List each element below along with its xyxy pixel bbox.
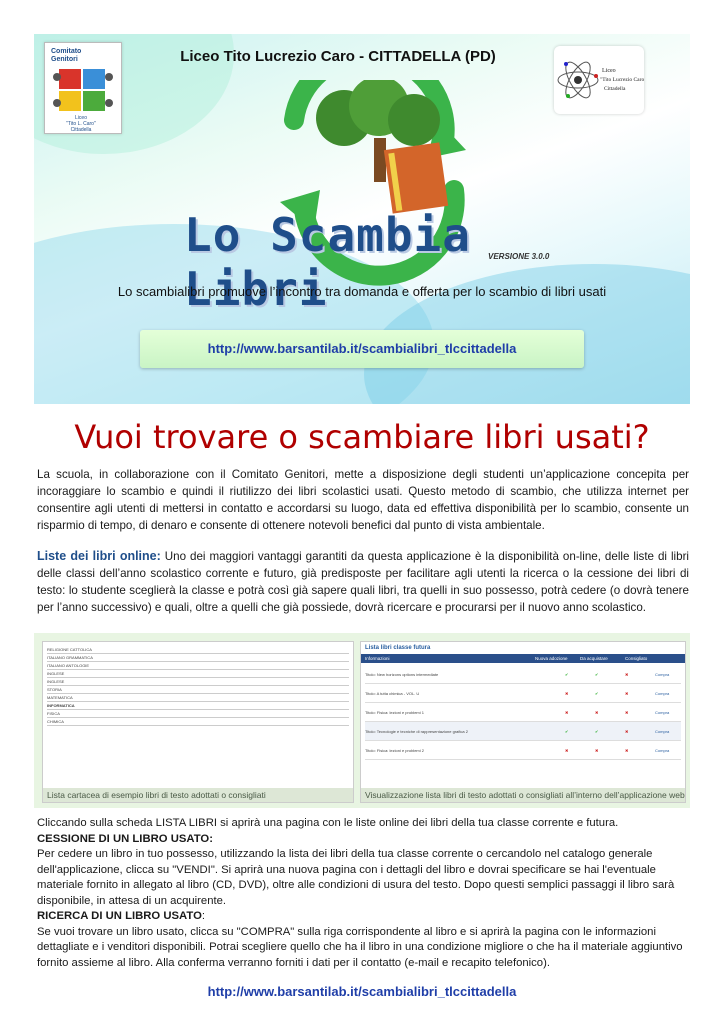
buy-link[interactable]: Compra [655, 709, 670, 715]
main-headline: Vuoi trovare o scambiare libri usati? [74, 418, 650, 456]
web-row: Titolo: Tecnologie e tecniche di rappresentazione grafica 2 ✔ ✔ ✖ Compra [365, 722, 681, 741]
col-new: Nuova adozione [535, 656, 568, 661]
web-list-header: Lista libri classe futura [365, 645, 431, 651]
buy-link[interactable]: Compra [655, 728, 670, 734]
logo-left-line-2: Genitori [51, 56, 78, 63]
paper-row: INGLESE [47, 670, 349, 678]
lists-lead: Liste dei libri online: [37, 549, 161, 563]
liceo-logo [554, 46, 644, 114]
web-row-title: Titolo: Tecnologie e tecniche di rappresentazione grafica 2 [365, 728, 468, 734]
paper-row: INFORMATICA [47, 702, 349, 710]
paper-row: STORIA [47, 686, 349, 694]
paper-row: INGLESE [47, 678, 349, 686]
right-caption: Visualizzazione lista libri di testo adottati o consigliati all’interno dell’applicazione web [361, 788, 685, 802]
comitato-genitori-logo [44, 42, 122, 134]
header-banner [34, 34, 690, 404]
intro-paragraph: La scuola, in collaborazione con il Comitato Genitori, mette a disposizione degli studenti un’applicazione concepita per incoraggiare lo scambio e quindi il riutilizzo dei libri scolastici usati. Questo metodo di scambio, che utilizza internet per consentire agli utenti di mettersi in contatto e accordarsi su luogo, data ed effettiva disponibilità per lo scambio, consente un risparmio di tempo, di denaro e consente di ottenere notevoli benefici dal punto di vista ambientale. [37, 468, 689, 532]
logo-left-line-1: Comitato [51, 48, 82, 55]
col-rec: Consigliato [625, 656, 648, 661]
list-intro: Cliccando sulla scheda LISTA LIBRI si aprirà una pagina con le liste online dei libri della tua classe corrente e futura. [37, 817, 619, 829]
buy-text: Se vuoi trovare un libro usato, clicca su "COMPRA" sulla riga corrispondente al libro e si aprirà la pagina con le informazioni dettagliate e i venditori disponibili. Potrai scegliere quello che ha il libro in una condizione migliore o che ha il materiale aggiuntivo fornito assieme al libro. Alla conferma verranno forniti i dati per il contatto (e-mail e recapito telefonico). [37, 925, 683, 969]
instructions: Cliccando sulla scheda LISTA LIBRI si aprirà una pagina con le liste online dei libri della tua classe corrente e futura. CESSIONE DI UN LIBRO USATO: Per cedere un libro in tuo possesso, utilizzando la lista dei libri della tua classe corrente o cercandolo nel catalogo generale dell'applicazione, clicca su "VENDI". Si aprirà una nuova pagina con i dettagli del libro e dovrai specificare se hai l'eventuale materiale fornito in allegato al libro (CD, DVD), oltre alle condizioni di usura del testo. Dopo questi semplici passaggi il libro sarà disponibile, in attesa di un acquirente. RICERCA DI UN LIBRO USATO: Se vuoi trovare un libro usato, clicca su "COMPRA" sulla riga corrispondente al libro e si aprirà la pagina con le informazioni dettagliate e i venditori disponibili. Potrai scegliere quello che ha il libro in una condizione migliore o che ha il materiale aggiuntivo fornito assieme al libro. Alla conferma verranno forniti i dati per il contatto (e-mail e recapito telefonico). [37, 816, 689, 971]
web-row: Titolo: New horizons options intermediate ✔ ✔ ✖ Compra [365, 665, 681, 684]
school-title: Liceo Tito Lucrezio Caro - CITTADELLA (PD) [180, 48, 496, 65]
col-info: Informazioni [365, 656, 390, 661]
tagline: Lo scambialibri promuove l’incontro tra domanda e offerta per lo scambio di libri usati [117, 284, 607, 299]
buy-link[interactable]: Compra [655, 671, 670, 677]
url-box [140, 330, 584, 368]
left-caption: Lista cartacea di esempio libri di testo adottati o consigliati [43, 788, 353, 802]
paper-row: CHIMICA [47, 718, 349, 726]
paper-row: MATEMATICA [47, 694, 349, 702]
lists-text: Uno dei maggiori vantaggi garantiti da questa applicazione è la disponibilità on-line, delle liste di libri delle classi dell’anno scolastico corrente e futuro, già predisposte per facilitare agli utenti la ricerca o la cessione dei libri di testo: lo studente sceglierà la classe e potrà così già sapere quali libri, tra quelli in suo possesso, potrà cedere (o dovrà tenere per l’anno successivo) e quali, oltre a quelli che già possiede, dovrà ricercare e procurarsi per il nuovo anno scolastico. [37, 550, 690, 614]
web-row-title: Titolo: Fisica: lezioni e problemi 1 [365, 709, 424, 715]
logo-right-line-1: Liceo [602, 68, 616, 74]
web-row-title: Titolo: New horizons options intermediate [365, 671, 439, 677]
col-buy: Da acquistare [580, 656, 608, 661]
logo-left-line-4: "Tito L. Caro" [66, 121, 96, 127]
lists-paragraph [37, 548, 689, 616]
web-list-columns [361, 654, 685, 663]
app-version: VERSIONE 3.0.0 [488, 252, 550, 261]
buy-link[interactable]: Compra [655, 747, 670, 753]
paper-row: FISICA [47, 710, 349, 718]
logo-left-line-3: Liceo [75, 115, 87, 121]
paper-list-screenshot [42, 641, 354, 803]
banner-url-link[interactable]: http://www.barsantilab.it/scambialibri_tlccittadella [207, 341, 517, 356]
logo-right-line-2: "Tito Lucrezio Caro" [600, 77, 644, 83]
buy-link[interactable]: Compra [655, 690, 670, 696]
sell-text: Per cedere un libro in tuo possesso, utilizzando la lista dei libri della tua classe corrente o cercandolo nel catalogo generale dell'applicazione, clicca su "VENDI". Si aprirà una nuova pagina con i dettagli del libro e dovrai specificare se hai l'eventuale materiale fornito in allegato al libro (CD, DVD), oltre alle condizioni di usura del testo. Dopo questi semplici passaggi il libro sarà disponibile, in attesa di un acquirente. [37, 848, 675, 907]
paper-row: ITALIANO GRAMMATICA [47, 654, 349, 662]
web-row: Titolo: Fisica: lezioni e problemi 2 ✖ ✖ ✖ Compra [365, 741, 681, 760]
footer-url-link[interactable]: http://www.barsantilab.it/scambialibri_tlccittadella [207, 984, 517, 999]
logo-left-line-5: Cittadella [70, 127, 92, 133]
web-row-title: Titolo: Fisica: lezioni e problemi 2 [365, 747, 424, 753]
web-row-title: Titolo: A tutta chimica - VOL. U [365, 690, 420, 696]
sell-heading: CESSIONE DI UN LIBRO USATO: [37, 832, 213, 845]
buy-heading: RICERCA DI UN LIBRO USATO [37, 910, 202, 922]
paper-row: ITALIANO ANTOLOGIE [47, 662, 349, 670]
web-list-screenshot [360, 641, 686, 803]
app-name: Lo Scambia Libri [184, 208, 471, 316]
paper-row: RELIGIONE CATTOLICA [47, 646, 349, 654]
web-row: Titolo: Fisica: lezioni e problemi 1 ✖ ✖ ✖ Compra [365, 703, 681, 722]
web-row: Titolo: A tutta chimica - VOL. U ✖ ✔ ✖ Compra [365, 684, 681, 703]
logo-right-line-3: Cittadella [604, 86, 626, 92]
screenshots-panel [34, 633, 690, 808]
